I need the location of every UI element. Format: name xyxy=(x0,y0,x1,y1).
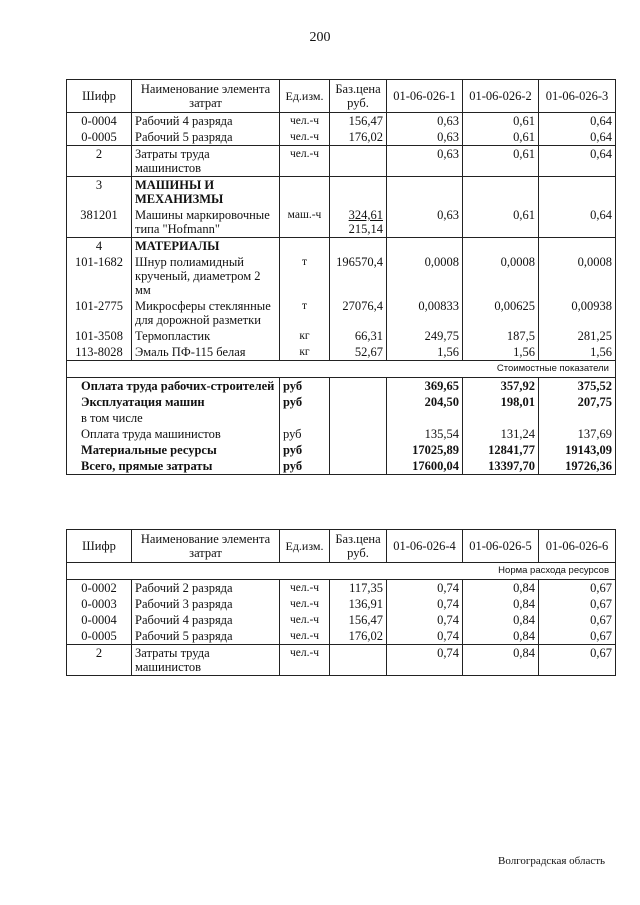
resource-norm-value: 0,64 xyxy=(539,113,616,130)
resource-norm-value: 1,56 xyxy=(463,344,539,361)
header-name: Наименование элемента затрат xyxy=(132,80,280,113)
resource-name: Эмаль ПФ-115 белая xyxy=(132,344,280,361)
region-footer: Волгоградская область xyxy=(498,855,606,867)
price-value: 117,35 xyxy=(349,581,383,595)
resource-norm-value: 0,61 xyxy=(463,146,539,177)
cost-indicators-band-label: Стоимостные показатели xyxy=(67,361,616,378)
resource-norm-value: 0,0008 xyxy=(539,254,616,298)
header-col-2: 01-06-026-2 xyxy=(463,80,539,113)
resource-unit: т xyxy=(280,254,330,298)
resource-name: Рабочий 4 разряда xyxy=(132,612,280,628)
resource-unit: чел.-ч xyxy=(280,580,330,597)
cost-unit xyxy=(280,410,330,426)
cost-unit: руб xyxy=(280,378,330,395)
resource-norm-value: 0,74 xyxy=(387,596,463,612)
resource-code: 101-2775 xyxy=(67,298,132,328)
resource-base-price xyxy=(330,146,387,177)
empty-cell xyxy=(280,238,330,255)
cost-value xyxy=(463,410,539,426)
operators-labor-row xyxy=(67,645,616,676)
header-col-6: 01-06-026-6 xyxy=(539,530,616,563)
section-code: 4 xyxy=(67,238,132,255)
header-col-1: 01-06-026-1 xyxy=(387,80,463,113)
table-header-row xyxy=(67,80,616,113)
resource-norm-value: 0,63 xyxy=(387,113,463,130)
cost-value: 17600,04 xyxy=(387,458,463,475)
resource-base-price xyxy=(330,628,387,645)
empty-cell xyxy=(463,177,539,208)
header-col-4: 01-06-026-4 xyxy=(387,530,463,563)
resource-code: 101-1682 xyxy=(67,254,132,298)
resource-unit: чел.-ч xyxy=(280,628,330,645)
cost-row xyxy=(67,394,616,410)
resource-name: Рабочий 4 разряда xyxy=(132,113,280,130)
cost-label: Материальные ресурсы xyxy=(67,442,280,458)
resource-norm-value: 0,00833 xyxy=(387,298,463,328)
resource-base-price xyxy=(330,207,387,238)
resource-norm-value: 0,84 xyxy=(463,628,539,645)
cost-unit: руб xyxy=(280,442,330,458)
empty-cell xyxy=(539,238,616,255)
resource-name: Термопластик xyxy=(132,328,280,344)
resource-row xyxy=(67,113,616,130)
resource-code: 101-3508 xyxy=(67,328,132,344)
resource-table-2 xyxy=(66,529,616,676)
resource-code: 381201 xyxy=(67,207,132,238)
empty-cell xyxy=(330,394,387,410)
resource-norm-value: 0,84 xyxy=(463,596,539,612)
resource-unit: чел.-ч xyxy=(280,645,330,676)
cost-value: 17025,89 xyxy=(387,442,463,458)
cost-value: 13397,70 xyxy=(463,458,539,475)
price-value: 27076,4 xyxy=(342,299,383,313)
empty-cell xyxy=(463,238,539,255)
cost-value: 135,54 xyxy=(387,426,463,442)
header-price: Баз.цена руб. xyxy=(330,80,387,113)
table-2-body xyxy=(67,563,616,676)
resource-unit: кг xyxy=(280,344,330,361)
resource-base-price xyxy=(330,344,387,361)
resource-code: 0-0004 xyxy=(67,113,132,130)
header-code: Шифр xyxy=(67,530,132,563)
cost-unit: руб xyxy=(280,426,330,442)
resource-row xyxy=(67,129,616,146)
resource-norm-value: 0,0008 xyxy=(463,254,539,298)
resource-code: 2 xyxy=(67,146,132,177)
resource-base-price xyxy=(330,298,387,328)
resource-norm-value: 0,0008 xyxy=(387,254,463,298)
cost-label: Оплата труда машинистов xyxy=(67,426,280,442)
section-title: МАТЕРИАЛЫ xyxy=(132,238,280,255)
price-value: 324,61 xyxy=(348,208,383,222)
resource-unit: кг xyxy=(280,328,330,344)
resource-norm-band-label: Норма расхода ресурсов xyxy=(67,563,616,580)
resource-unit: чел.-ч xyxy=(280,146,330,177)
empty-cell xyxy=(330,458,387,475)
header-unit: Ед.изм. xyxy=(280,530,330,563)
materials-section-row xyxy=(67,238,616,255)
header-col-3: 01-06-026-3 xyxy=(539,80,616,113)
resource-base-price xyxy=(330,612,387,628)
page-number: 200 xyxy=(309,30,331,45)
resource-code: 0-0005 xyxy=(67,628,132,645)
cost-value: 12841,77 xyxy=(463,442,539,458)
cost-row xyxy=(67,426,616,442)
empty-cell xyxy=(330,442,387,458)
resource-norm-value: 0,64 xyxy=(539,207,616,238)
resource-norm-band xyxy=(67,563,616,580)
resource-name: Машины маркировочные типа "Hofmann" xyxy=(132,207,280,238)
price-value: 176,02 xyxy=(348,629,383,643)
cost-value xyxy=(387,410,463,426)
empty-cell xyxy=(330,378,387,395)
resource-code: 0-0003 xyxy=(67,596,132,612)
cost-row xyxy=(67,442,616,458)
resource-norm-value: 0,84 xyxy=(463,645,539,676)
resource-norm-value: 0,67 xyxy=(539,628,616,645)
resource-norm-value: 0,00625 xyxy=(463,298,539,328)
resource-norm-value: 0,63 xyxy=(387,146,463,177)
cost-label: Всего, прямые затраты xyxy=(67,458,280,475)
machine-row xyxy=(67,207,616,238)
resource-unit: чел.-ч xyxy=(280,129,330,146)
cost-label: в том числе xyxy=(67,410,280,426)
resource-name: Затраты труда машинистов xyxy=(132,146,280,177)
resource-base-price xyxy=(330,580,387,597)
header-code: Шифр xyxy=(67,80,132,113)
resource-norm-value: 0,84 xyxy=(463,612,539,628)
cost-label: Эксплуатация машин xyxy=(67,394,280,410)
resource-norm-value: 0,74 xyxy=(387,580,463,597)
resource-base-price xyxy=(330,129,387,146)
resource-row xyxy=(67,580,616,597)
resource-norm-value: 0,74 xyxy=(387,612,463,628)
resource-code: 0-0005 xyxy=(67,129,132,146)
resource-unit: чел.-ч xyxy=(280,596,330,612)
empty-cell xyxy=(539,177,616,208)
price-value: 52,67 xyxy=(354,345,383,359)
resource-norm-value: 0,00938 xyxy=(539,298,616,328)
resource-name: Микросферы стеклянные для дорожной разметки xyxy=(132,298,280,328)
cost-row xyxy=(67,410,616,426)
header-price: Баз.цена руб. xyxy=(330,530,387,563)
resource-base-price xyxy=(330,113,387,130)
resource-norm-value: 0,64 xyxy=(539,129,616,146)
resource-row xyxy=(67,628,616,645)
resource-name: Шнур полиамидный крученый, диаметром 2 мм xyxy=(132,254,280,298)
cost-label: Оплата труда рабочих-строителей xyxy=(67,378,280,395)
cost-value: 198,01 xyxy=(463,394,539,410)
empty-cell xyxy=(330,410,387,426)
resource-base-price xyxy=(330,596,387,612)
price-value: 156,47 xyxy=(348,613,383,627)
empty-cell xyxy=(280,177,330,208)
resource-norm-value: 0,64 xyxy=(539,146,616,177)
resource-norm-value: 1,56 xyxy=(539,344,616,361)
cost-value xyxy=(539,410,616,426)
cost-value: 207,75 xyxy=(539,394,616,410)
resource-norm-value: 0,61 xyxy=(463,113,539,130)
cost-row xyxy=(67,458,616,475)
cost-value: 204,50 xyxy=(387,394,463,410)
resource-base-price xyxy=(330,645,387,676)
resource-norm-value: 0,67 xyxy=(539,596,616,612)
resource-norm-value: 0,74 xyxy=(387,628,463,645)
cost-value: 131,24 xyxy=(463,426,539,442)
header-col-5: 01-06-026-5 xyxy=(463,530,539,563)
resource-base-price xyxy=(330,254,387,298)
section-title: МАШИНЫ И МЕХАНИЗМЫ xyxy=(132,177,280,208)
resource-unit: т xyxy=(280,298,330,328)
empty-cell xyxy=(330,426,387,442)
resource-norm-value: 1,56 xyxy=(387,344,463,361)
resource-name: Рабочий 5 разряда xyxy=(132,628,280,645)
machines-section-row xyxy=(67,177,616,208)
price-value: 196570,4 xyxy=(336,255,383,269)
header-name: Наименование элемента затрат xyxy=(132,530,280,563)
resource-code: 0-0002 xyxy=(67,580,132,597)
empty-cell xyxy=(387,177,463,208)
resource-unit: чел.-ч xyxy=(280,113,330,130)
resource-norm-value: 0,63 xyxy=(387,207,463,238)
resource-norm-value: 249,75 xyxy=(387,328,463,344)
cost-value: 357,92 xyxy=(463,378,539,395)
material-row xyxy=(67,254,616,298)
resource-unit: маш.-ч xyxy=(280,207,330,238)
resource-norm-value: 281,25 xyxy=(539,328,616,344)
cost-unit: руб xyxy=(280,394,330,410)
resource-norm-value: 0,67 xyxy=(539,645,616,676)
empty-cell xyxy=(330,177,387,208)
section-code: 3 xyxy=(67,177,132,208)
operators-labor-row xyxy=(67,146,616,177)
empty-cell xyxy=(387,238,463,255)
resource-name: Затраты труда машинистов xyxy=(132,645,280,676)
cost-value: 19726,36 xyxy=(539,458,616,475)
resource-row xyxy=(67,612,616,628)
material-row xyxy=(67,298,616,328)
table-header-row xyxy=(67,530,616,563)
resource-norm-value: 0,67 xyxy=(539,612,616,628)
material-row xyxy=(67,344,616,361)
resource-norm-value: 0,74 xyxy=(387,645,463,676)
cost-value: 19143,09 xyxy=(539,442,616,458)
cost-unit: руб xyxy=(280,458,330,475)
header-unit: Ед.изм. xyxy=(280,80,330,113)
resource-norm-value: 0,84 xyxy=(463,580,539,597)
resource-norm-value: 187,5 xyxy=(463,328,539,344)
table-1-body xyxy=(67,113,616,475)
resource-table-1 xyxy=(66,79,616,475)
price-value: 66,31 xyxy=(354,329,383,343)
cost-value: 369,65 xyxy=(387,378,463,395)
resource-norm-value: 0,67 xyxy=(539,580,616,597)
resource-row xyxy=(67,596,616,612)
resource-code: 2 xyxy=(67,645,132,676)
price-value: 176,02 xyxy=(348,130,383,144)
resource-name: Рабочий 2 разряда xyxy=(132,580,280,597)
resource-base-price xyxy=(330,328,387,344)
cost-value: 137,69 xyxy=(539,426,616,442)
price-value: 136,91 xyxy=(348,597,383,611)
price-value-secondary: 215,14 xyxy=(348,222,383,236)
resource-name: Рабочий 3 разряда xyxy=(132,596,280,612)
cost-row xyxy=(67,378,616,395)
material-row xyxy=(67,328,616,344)
empty-cell xyxy=(330,238,387,255)
resource-name: Рабочий 5 разряда xyxy=(132,129,280,146)
cost-value: 375,52 xyxy=(539,378,616,395)
resource-code: 0-0004 xyxy=(67,612,132,628)
resource-norm-value: 0,63 xyxy=(387,129,463,146)
cost-indicators-band xyxy=(67,361,616,378)
resource-code: 113-8028 xyxy=(67,344,132,361)
resource-norm-value: 0,61 xyxy=(463,207,539,238)
price-value: 156,47 xyxy=(348,114,383,128)
resource-norm-value: 0,61 xyxy=(463,129,539,146)
resource-unit: чел.-ч xyxy=(280,612,330,628)
